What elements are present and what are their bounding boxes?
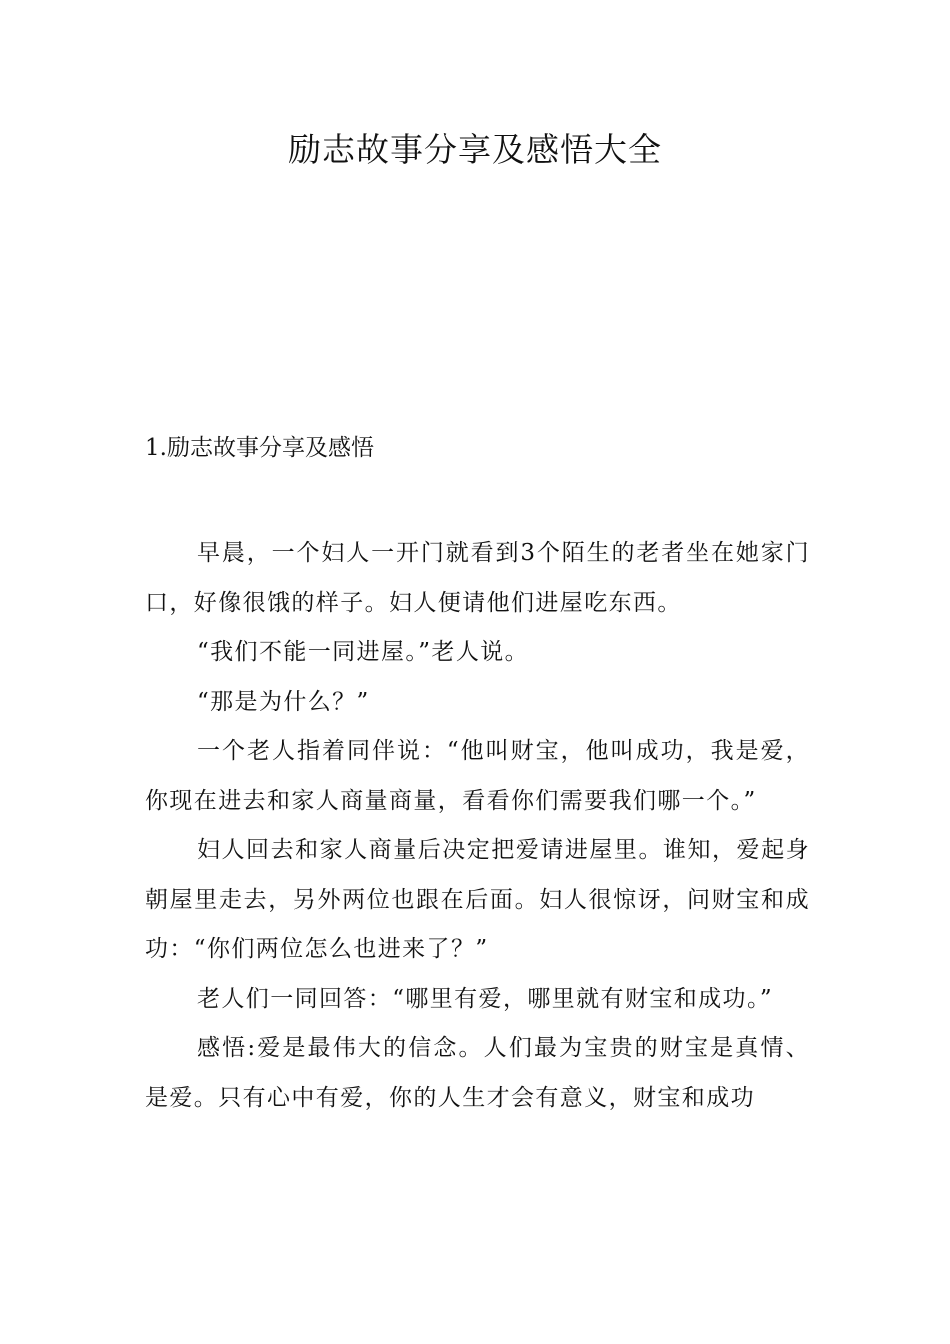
paragraph-reflection: 感悟:爱是最伟大的信念。人们最为宝贵的财宝是真情、是爱。只有心中有爱，你的人生才会有意义，财宝和成功 [145,1035,810,1111]
paragraph-dialogue-2: “那是为什么？” [197,688,370,715]
story-body [145,529,810,1123]
paragraph-decision: 妇人回去和家人商量后决定把爱请进屋里。谁知，爱起身朝屋里走去，另外两位也跟在后面。妇人很惊讶，问财宝和成功：“你们两位怎么也进来了？” [145,837,810,962]
paragraph-dialogue-1: “我们不能一同进屋。”老人说。 [197,639,530,665]
paragraph-old-man-speech: 一个老人指着同伴说：“他叫财宝，他叫成功，我是爱，你现在进去和家人商量商量，看看你们需要我们哪一个。” [145,738,810,814]
paragraph-answer: 老人们一同回答：“哪里有爱，哪里就有财宝和成功。” [197,985,774,1012]
paragraph-opening: 早晨，一个妇人一开门就看到3个陌生的老者坐在她家门口，好像很饿的样子。妇人便请他们进屋吃东西。 [145,540,810,616]
section-heading: 1.励志故事分享及感悟 [145,435,374,461]
document-title: 励志故事分享及感悟大全 [288,130,662,169]
